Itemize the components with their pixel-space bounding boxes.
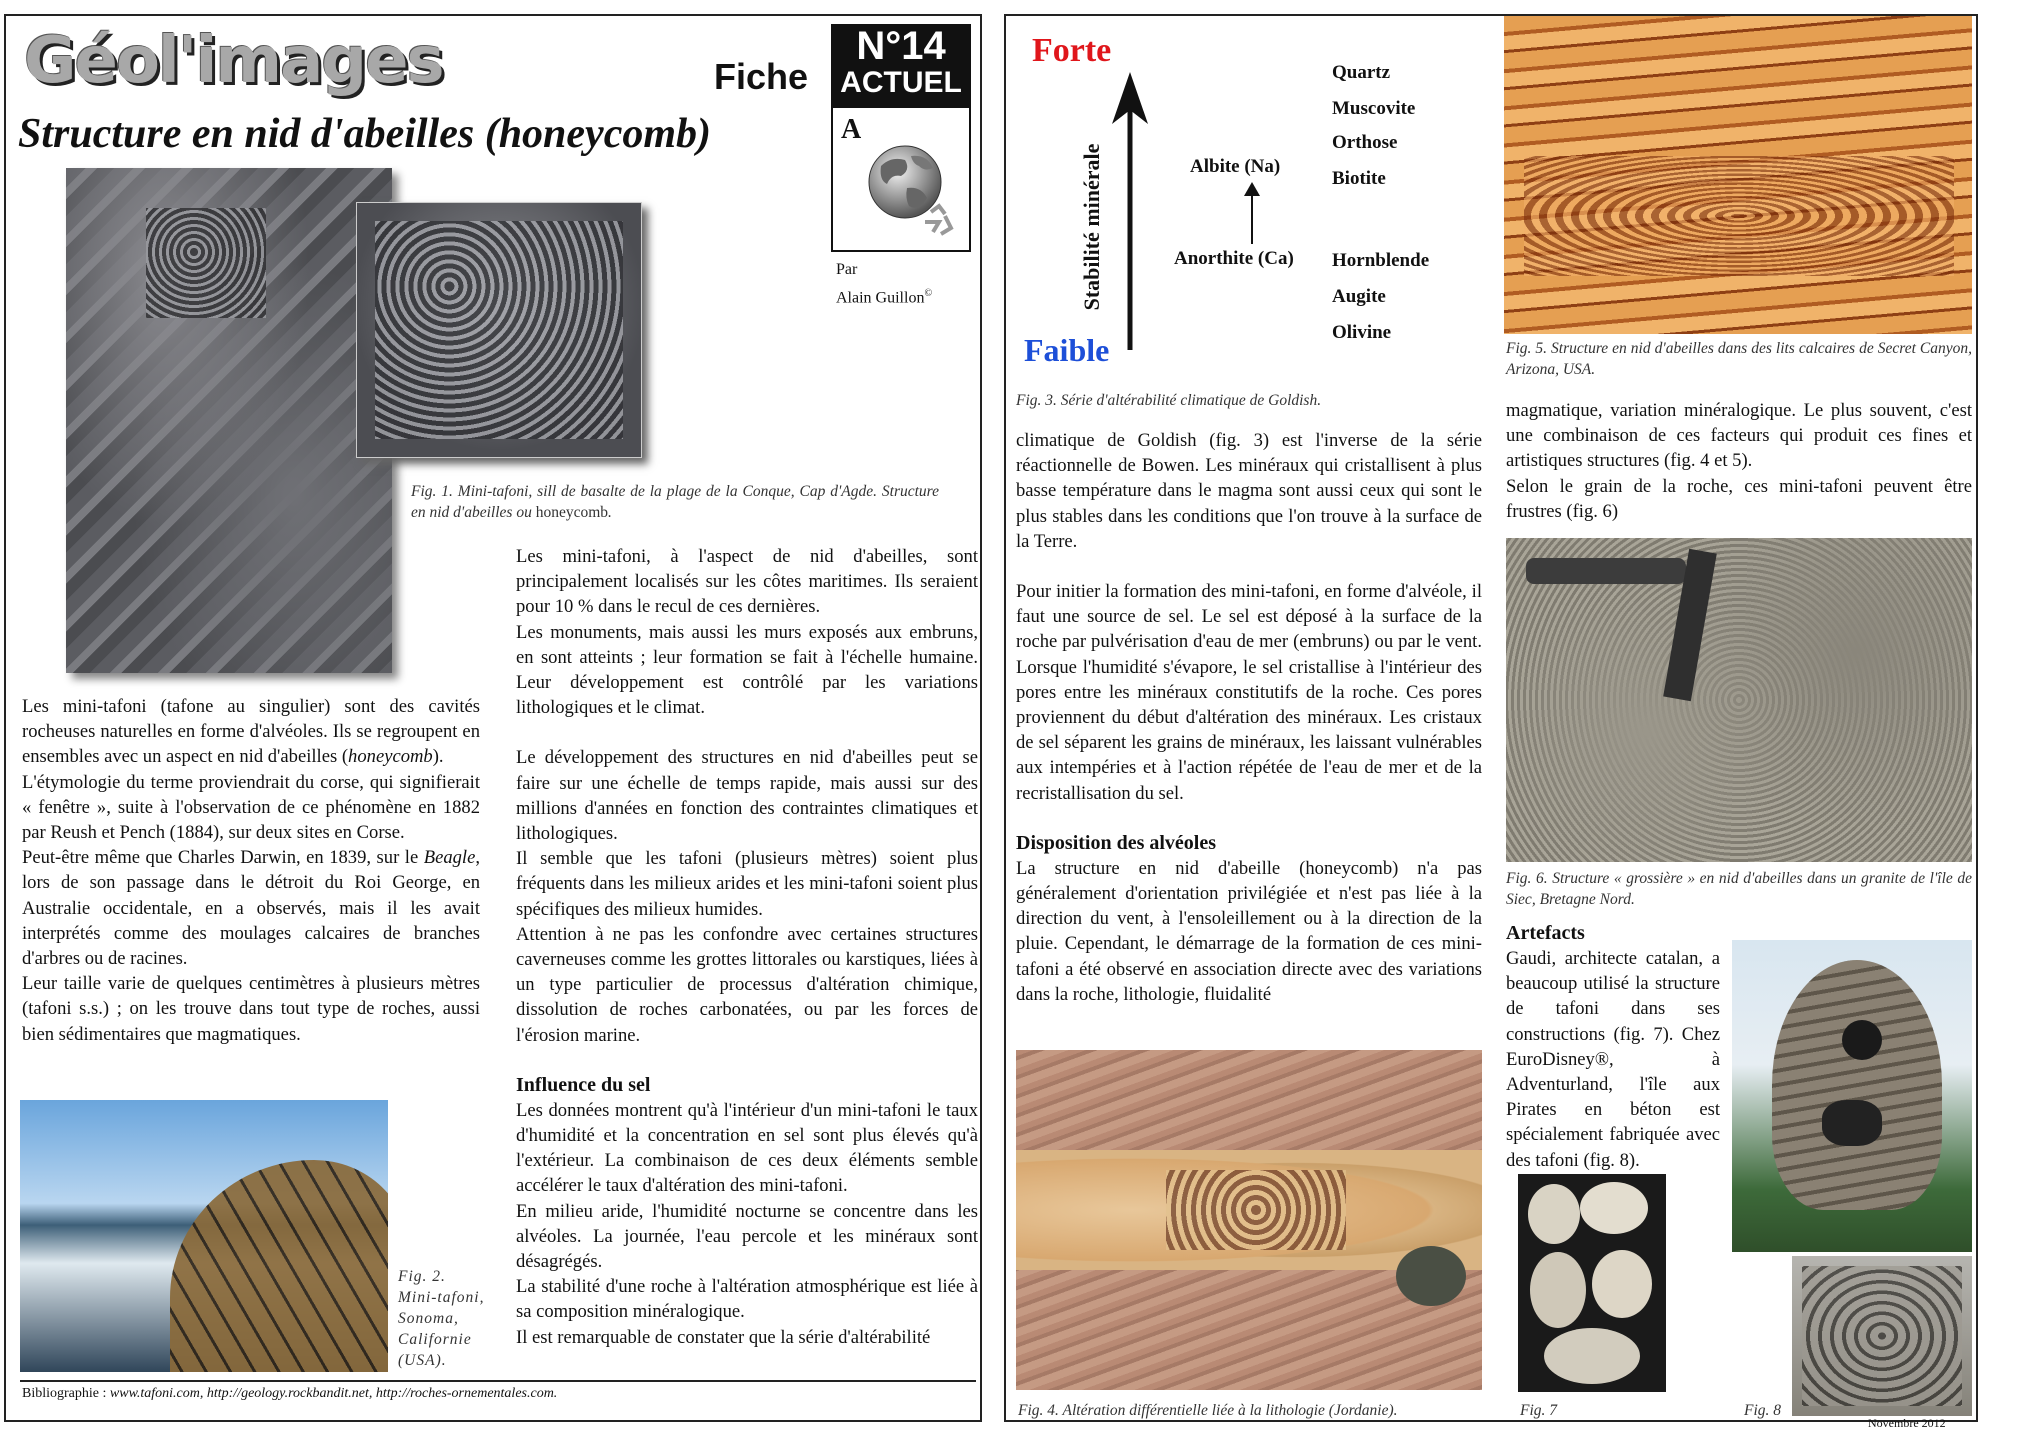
fig4-caption: Fig. 4. Altération différentielle liée à la lithologie (Jordanie).	[1018, 1402, 1398, 1419]
mineral-muscovite: Muscovite	[1332, 98, 1416, 119]
fig7-photo	[1518, 1174, 1666, 1392]
fig8-photo	[1732, 940, 1972, 1252]
col-p2-right-text	[1506, 398, 1972, 524]
mineral-quartz: Quartz	[1332, 62, 1391, 83]
page-left	[4, 14, 982, 1422]
col-mid-text	[516, 544, 978, 1350]
col-p2-left-p2: Pour initier la formation des mini-tafoni, en forme d'alvéole, il faut une source de sel. Le sel est déposé à la surface de la roche par pulvérisation d'eau de mer (embruns) ou par le vent. Lorsque l'humidité s'évapore, le sel cristallise à l'intérieur des pores entre les minéraux constitutifs de la roche. Ces pores proviennent du début d'altération des minéraux. Les cristaux de sel séparent les grains de minéraux, les laissant vulnérables aux intempéries et à l'action répétée de l'eau de mer et de la recristallisation du sel.	[1016, 581, 1482, 804]
col-left-p3-b: , lors de son passage dans le détroit du Roi George, en Australie occidentale, en a observés, mais il les avait interprétés comme des moulages calcaires de branches d'arbres ou de racines.	[22, 847, 480, 970]
col-left-p1	[22, 694, 480, 770]
byline	[836, 258, 932, 310]
col-p2-left-text	[1016, 428, 1482, 1007]
col-mid-p3: Le développement des structures en nid d'abeilles peut se faire sur une échelle de temps rapide, mais aussi sur des millions d'années en fonction des contraintes climatiques et lithologiques.	[516, 747, 978, 845]
mineral-hornblende: Hornblende	[1332, 250, 1430, 271]
page-title: Structure en nid d'abeilles (honeycomb)	[18, 111, 711, 157]
fig5-caption: Fig. 5. Structure en nid d'abeilles dans des lits calcaires de Secret Canyon, Arizona, USA.	[1506, 340, 1972, 378]
issue-number: N°14	[856, 24, 946, 68]
fig8-inset-photo	[1792, 1256, 1972, 1416]
gaudi-window-icon	[1518, 1174, 1666, 1392]
category-box	[831, 106, 971, 252]
col-left-p1-em: honeycomb	[348, 746, 433, 768]
col-left-text	[22, 694, 480, 1047]
col-left-p4: Leur taille varie de quelques centimètres à plusieurs mètres (tafoni s.s.) ; on les trouve dans tout type de roches, aussi bien sédimentaires que magmatiques.	[22, 973, 480, 1045]
col-left-p3-em: Beagle	[423, 847, 476, 869]
fig6-caption: Fig. 6. Structure « grossière » en nid d'abeilles dans un granite de l'île de Siec, Bretagne Nord.	[1506, 870, 1972, 908]
anorthite-label: Anorthite (Ca)	[1174, 248, 1294, 269]
col-mid-p5: Attention à ne pas les confondre avec certaines structures caverneuses comme les grottes littorales ou karstiques, liées à un type particulier de processus d'altération chimique, dissolution de roches carbonatées, ou par les forces de l'érosion marine.	[516, 923, 978, 1046]
albite-arrow-icon	[1240, 182, 1264, 244]
fig7-caption: Fig. 7	[1520, 1402, 1558, 1419]
col-p2-left-p3: La structure en nid d'abeille (honeycomb) n'a pas généralement d'orientation privilégiée et n'est pas liée à la direction du vent, à l'ensoleillement ou à la direction de la pluie. Cependant, le démarrage de la formation de ces mini-tafoni a été observé en association directe avec des variations dans la roche, lithologie, fluidalité	[1016, 857, 1482, 1005]
col-mid-p1: Les mini-tafoni, à l'aspect de nid d'abeilles, sont principalement localisés sur les côtes maritimes. Ils seraient pour 10 % dans le recul de ces dernières.	[516, 546, 978, 618]
fig1-caption	[411, 481, 939, 523]
axis-label: Stabilité minérale	[1079, 143, 1104, 311]
fig2-caption: Fig. 2. Mini-tafoni, Sonoma, Californie (USA).	[398, 1268, 485, 1369]
bibliography-label: Bibliographie :	[22, 1386, 107, 1401]
logo: Géol'images	[24, 24, 443, 98]
mineral-orthose: Orthose	[1332, 132, 1398, 153]
issue-category: ACTUEL	[840, 66, 962, 99]
col-p2-left-p1: climatique de Goldish (fig. 3) est l'inverse de la série réactionnelle de Bowen. Les minéraux qui cristallisent à plus basse température dans le magma sont aussi ceux qui sont le plus stables dans les conditions que l'on trouve à la surface de la Terre.	[1016, 430, 1482, 552]
artefacts-text: Gaudi, architecte catalan, a beaucoup utilisé la structure de tafoni dans ses constructions (fig. 7). Chez EuroDisney®, à Adventurland, l'île aux Pirates en béton est spécialement fabriquée avec des tafoni (fig. 8).	[1506, 948, 1720, 1171]
stability-bottom-label: Faible	[1024, 332, 1110, 368]
col-left-p1-text: Les mini-tafoni (tafone au singulier) sont des cavités rocheuses naturelles en forme d'alvéoles. Ils se regroupent en ensembles avec un aspect en nid d'abeilles (	[22, 696, 480, 768]
fig1-caption-end: .	[608, 504, 612, 521]
col-mid-p6: Les données montrent qu'à l'intérieur d'un mini-tafoni le taux d'humidité et la concentration en sel sont plus élevés qu'à l'extérieur. La combinaison de ces deux éléments semble accélérer le taux d'altération des mini-tafoni.	[516, 1099, 978, 1197]
fig1-caption-em: honeycomb	[535, 504, 609, 521]
section-heading-sel: Influence du sel	[516, 1073, 651, 1096]
page-right	[1004, 14, 1978, 1430]
col-left-p1-end: ).	[432, 746, 444, 768]
section-heading-disposition: Disposition des alvéoles	[1016, 831, 1217, 854]
section-heading-artefacts: Artefacts	[1506, 922, 1585, 944]
globe-recycle-icon	[861, 136, 961, 244]
fig4-photo	[1016, 1050, 1482, 1390]
col-p2-right-p2: Selon le grain de la roche, ces mini-tafoni peuvent être frustres (fig. 6)	[1506, 475, 1972, 522]
bibliography-rule	[20, 1380, 976, 1382]
byline-author	[836, 282, 932, 310]
col-mid-p4: Il semble que les tafoni (plusieurs mètres) soient plus fréquents dans les milieux arides et les mini-tafoni soient plus spécifiques des milieux humides.	[516, 848, 978, 920]
col-mid-p8: La stabilité d'une roche à l'altération atmosphérique est liée à sa composition minéralogique.	[516, 1276, 978, 1323]
mineral-olivine: Olivine	[1332, 322, 1392, 343]
author-name: Alain Guillon	[836, 289, 925, 307]
col-left-p3	[22, 845, 480, 971]
fig1-inset-photo	[356, 202, 642, 458]
fig1-caption-text: Fig. 1. Mini-tafoni, sill de basalte de la plage de la Conque, Cap d'Agde. Structure en nid d'abeilles ou	[411, 483, 939, 521]
col-mid-p9: Il est remarquable de constater que la série d'altérabilité	[516, 1326, 931, 1348]
stability-top-label: Forte	[1032, 32, 1112, 69]
fig3-caption: Fig. 3. Série d'altérabilité climatique de Goldish.	[1016, 392, 1322, 409]
col-mid-p7: En milieu aride, l'humidité nocturne se concentre dans les alvéoles. La journée, l'eau percole et les minéraux sont désagrégés.	[516, 1200, 978, 1273]
bibliography	[22, 1386, 557, 1402]
bibliography-links[interactable]: www.tafoni.com, http://geology.rockbandit.net, http://roches-ornementales.com.	[109, 1386, 558, 1401]
col-p2-right-p1: magmatique, variation minéralogique. Le plus souvent, c'est une combinaison de ces facteurs qui produit ces fines et artistiques structures (fig. 4 et 5).	[1506, 400, 1972, 472]
fig8-caption: Fig. 8	[1744, 1402, 1782, 1419]
axis-label-wrap	[1062, 143, 1122, 311]
issue-badge	[831, 24, 971, 106]
category-letter: A	[841, 114, 862, 145]
fig6-photo	[1506, 538, 1972, 862]
col-left-p3-a: Peut-être même que Charles Darwin, en 1839, sur le	[22, 847, 424, 869]
col-mid-p2: Les monuments, mais aussi les murs exposés aux embruns, en sont atteints ; leur formation se fait à l'échelle humaine. Leur développement est contrôlé par les variations lithologiques et le climat.	[516, 621, 978, 719]
byline-par: Par	[836, 261, 858, 278]
copyright-mark: ©	[924, 288, 933, 299]
issue-date: Novembre 2012	[1868, 1416, 1946, 1430]
mineral-biotite: Biotite	[1332, 168, 1386, 189]
fig5-photo	[1504, 16, 1972, 334]
fiche-label: Fiche	[714, 56, 809, 97]
mineral-augite: Augite	[1332, 286, 1386, 307]
col-left-p2: L'étymologie du terme proviendrait du corse, qui signifierait « fenêtre », suite à l'observation de ce phénomène en 1882 par Reush et Pench (1884), sur deux sites en Corse.	[22, 771, 480, 844]
albite-label: Albite (Na)	[1190, 156, 1281, 177]
fig2-photo	[20, 1100, 388, 1372]
fig1-main-photo	[66, 168, 392, 673]
